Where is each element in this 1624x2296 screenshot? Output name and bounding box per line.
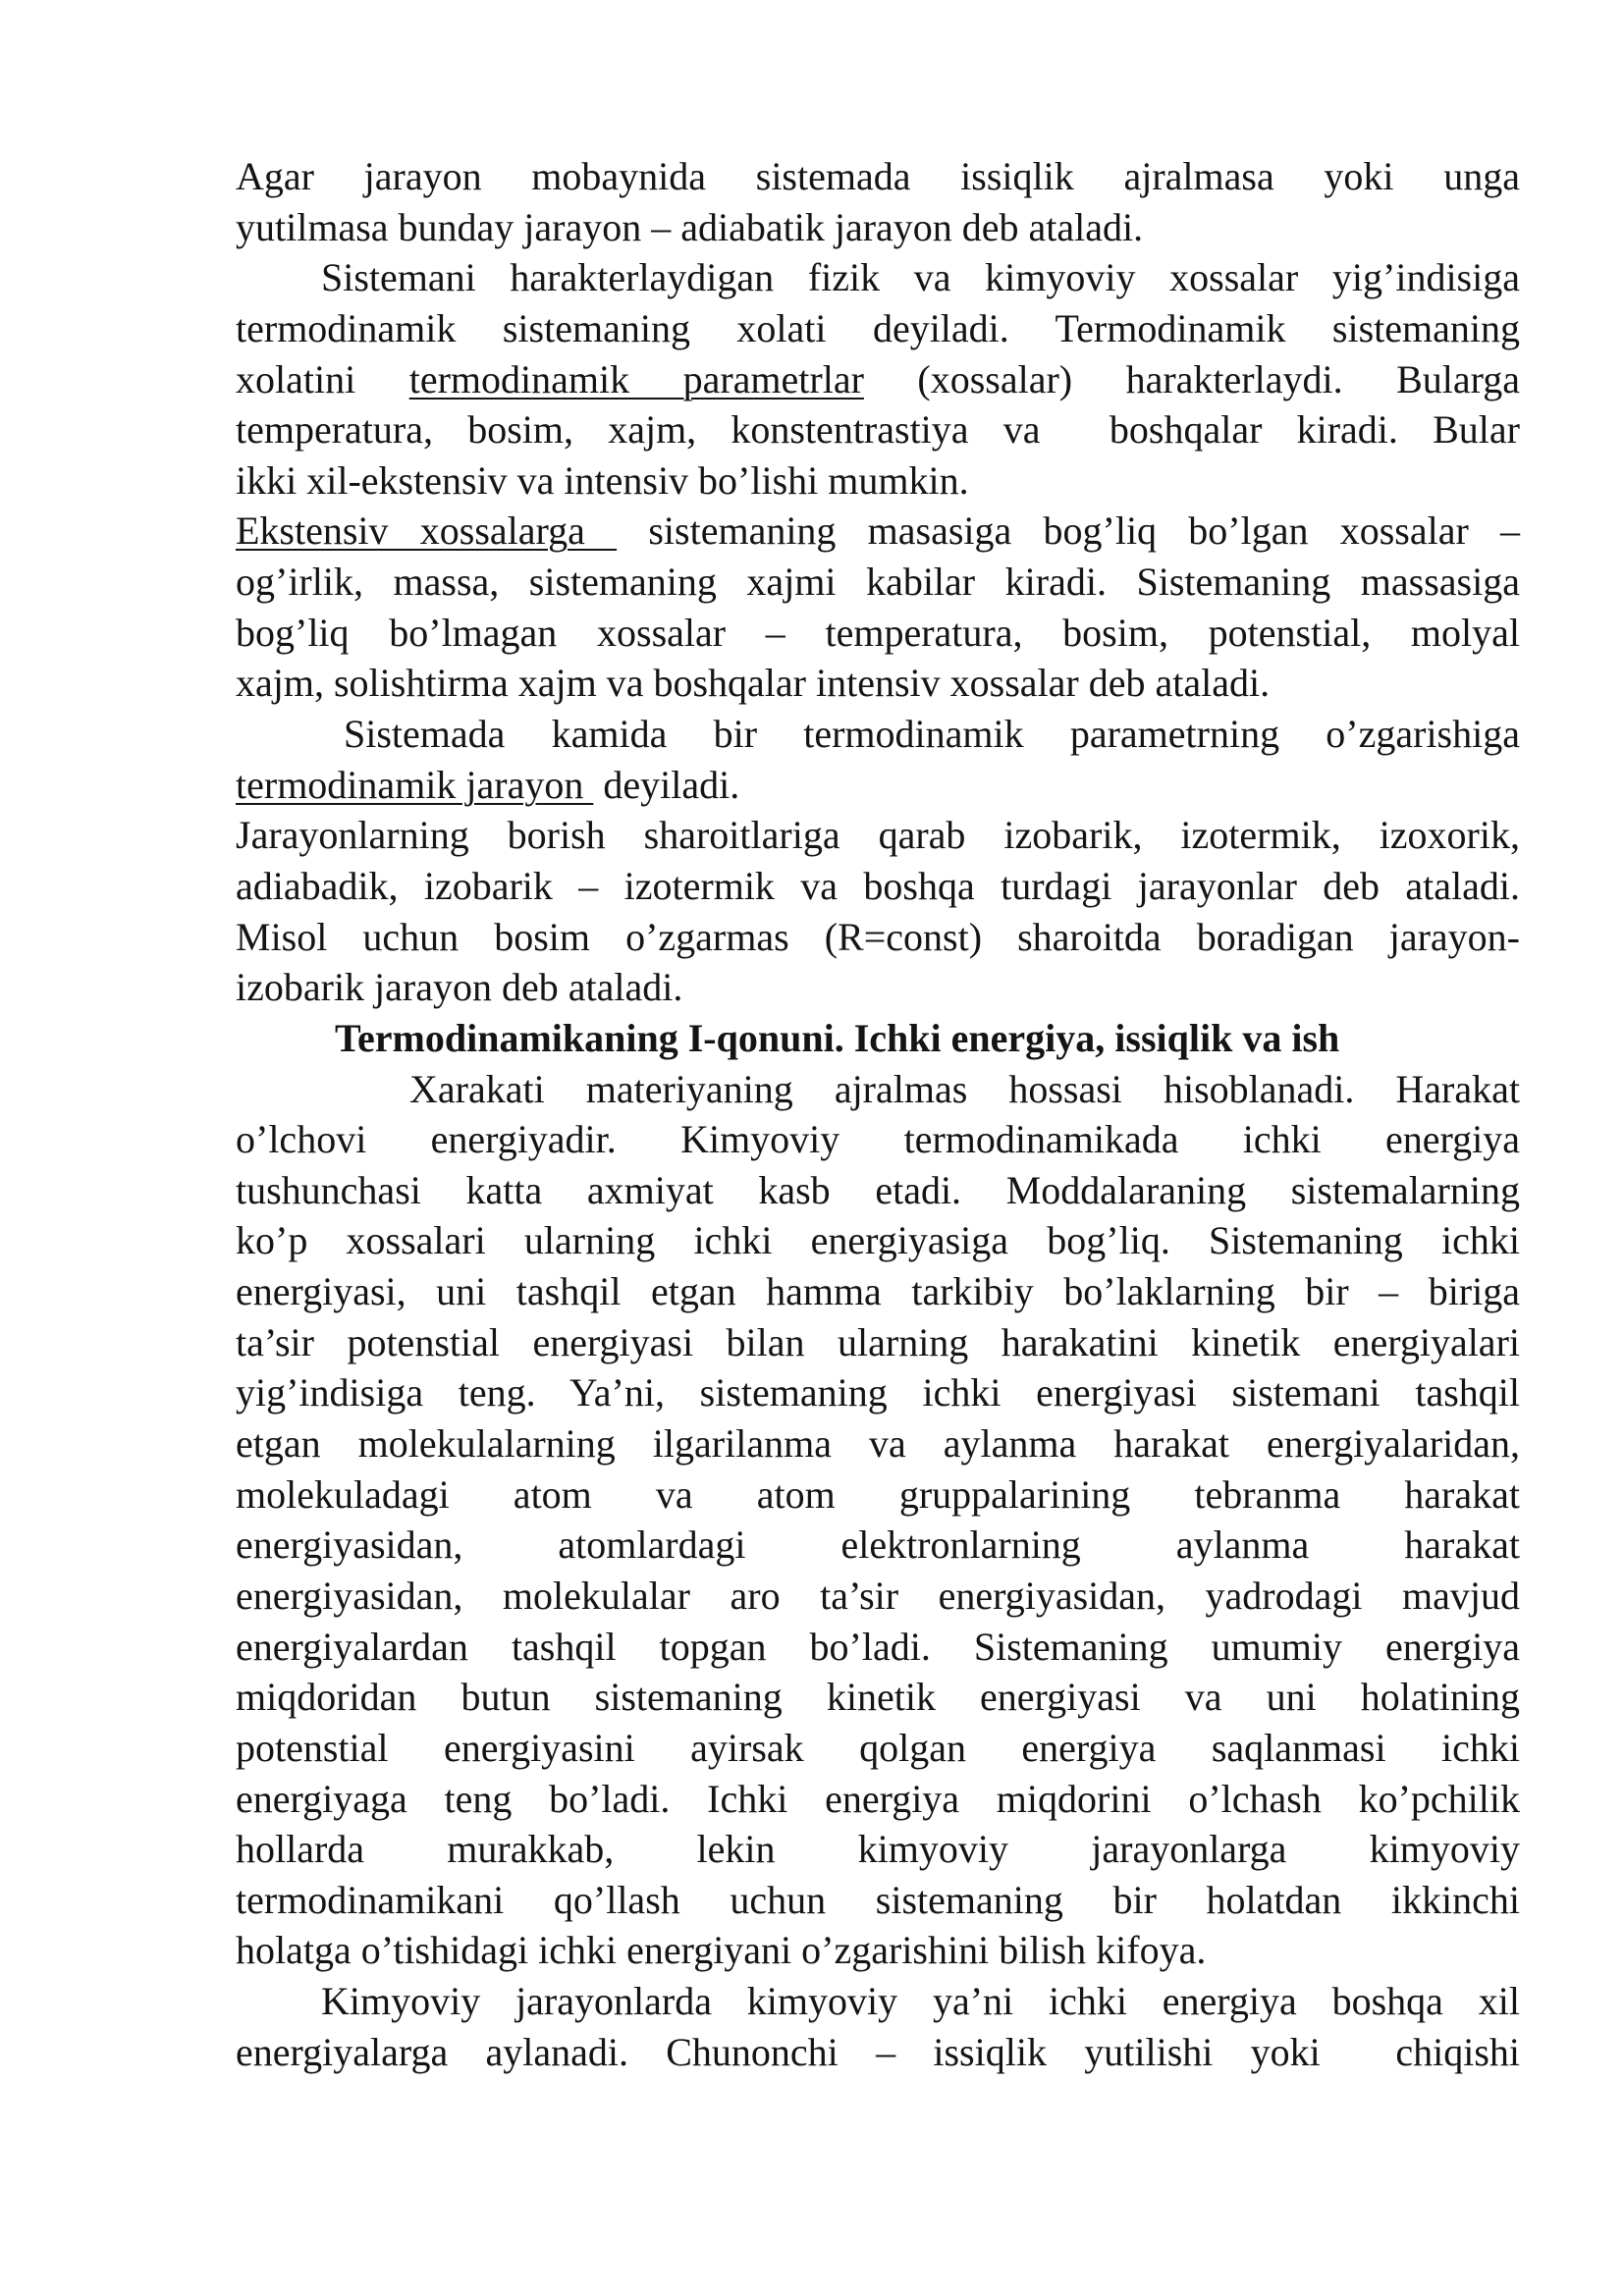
text-line (236, 1317, 1520, 1368)
text-line (236, 1520, 1520, 1571)
text-line (236, 557, 1520, 608)
text-run: miqdoridan butun sistemaning kinetik energiyasi va uni holatining (236, 1675, 1520, 1720)
text-run: Agar jarayon mobaynida sistemada issiqlik ajralmasa yoki unga (236, 154, 1520, 198)
paragraph (236, 1064, 1520, 1977)
text-run: ikki xil-ekstensiv va intensiv bo’lishi mumkin. (236, 457, 969, 503)
text-line (236, 810, 1520, 861)
section-heading: Termodinamikaning I-qonuni. Ichki energiya, issiqlik va ish (335, 1015, 1340, 1060)
paragraph (236, 151, 1520, 252)
text-run: yig’indisiga teng. Ya’ni, sistemaning ichki energiyasi sistemani tashqil (236, 1370, 1520, 1415)
text-run: Kimyoviy jarayonlarda kimyoviy ya’ni ichki energiya boshqa xil (321, 1979, 1520, 2024)
text-line (236, 1064, 1520, 1115)
text-line (236, 1266, 1520, 1317)
text-run: energiyasi, uni tashqil etgan hamma tarkibiy bo’laklarning bir – biriga (236, 1269, 1520, 1314)
text-line (236, 1672, 1520, 1723)
text-run: bog’liq bo’lmagan xossalar – temperatura, bosim, potenstial, molyal (236, 610, 1520, 655)
text-run: energiyasidan, atomlardagi elektronlarning aylanma harakat (236, 1522, 1520, 1568)
text-run: potenstial energiyasini ayirsak qolgan energiya saqlanmasi ichki (236, 1725, 1520, 1770)
text-run: etgan molekulalarning ilgarilanma va aylanma harakat energiyalaridan, (236, 1421, 1520, 1467)
text-line (236, 1723, 1520, 1774)
text-line (236, 1418, 1520, 1469)
text-line (236, 1114, 1520, 1165)
body-after-heading (236, 1064, 1520, 2078)
text-line (236, 1925, 1520, 1976)
text-line (236, 1215, 1520, 1266)
text-run: sistemaning masasiga bog’liq bo’lgan xossalar – (617, 508, 1520, 554)
text-run: hollarda murakkab, lekin kimyoviy jarayonlarga kimyoviy (236, 1827, 1520, 1872)
text-run: ta’sir potenstial energiyasi bilan ularning harakatini kinetik energiyalari (236, 1319, 1520, 1364)
body-before-heading (236, 151, 1520, 1013)
text-run: temperatura, bosim, xajm, konstentrastiya va boshqalar kiradi. Bular (236, 407, 1520, 453)
text-line (236, 354, 1520, 405)
text-run: energiyalardan tashqil topgan bo’ladi. Sistemaning umumiy energiya (236, 1624, 1520, 1669)
paragraph (236, 1976, 1520, 2077)
paragraph (236, 709, 1520, 810)
text-line (236, 912, 1520, 963)
text-line (236, 1165, 1520, 1216)
text-line (236, 2027, 1520, 2078)
text-line (236, 1469, 1520, 1521)
text-run: izobarik jarayon deb ataladi. (236, 965, 683, 1010)
underlined-term: Ekstensiv xossalarga (236, 508, 618, 554)
paragraph (236, 810, 1520, 1013)
text-line (236, 1571, 1520, 1622)
text-line (236, 658, 1520, 709)
text-run: Xarakati materiyaning ajralmas hossasi hisoblanadi. Harakat (409, 1066, 1520, 1111)
text-run: tushunchasi katta axmiyat kasb etadi. Moddalaraning sistemalarning (236, 1167, 1520, 1212)
text-run: adiabadik, izobarik – izotermik va boshqa turdagi jarayonlar deb ataladi. (236, 863, 1520, 908)
text-run: Sistemani harakterlaydigan fizik va kimyoviy xossalar yig’indisiga (321, 255, 1520, 300)
underlined-term: termodinamik jarayon (236, 762, 594, 807)
text-run: (xossalar) harakterlaydi. Bularga (863, 356, 1520, 401)
text-line (236, 252, 1520, 303)
text-run: holatga o’tishidagi ichki energiyani o’zgarishini bilish kifoya. (236, 1928, 1207, 1973)
text-run: xolatini (236, 356, 409, 401)
text-run: Misol uchun bosim o’zgarmas (R=const) sharoitda boradigan jarayon- (236, 914, 1520, 959)
paragraph (236, 506, 1520, 709)
text-run: ko’p xossalari ularning ichki energiyasiga bog’liq. Sistemaning ichki (236, 1218, 1520, 1263)
text-line (236, 202, 1520, 253)
underlined-term: termodinamik parametrlar (408, 356, 864, 401)
text-line (236, 1622, 1520, 1673)
text-run: termodinamikani qo’llash uchun sistemaning bir holatdan ikkinchi (236, 1877, 1520, 1922)
text-line (236, 455, 1520, 507)
text-line (236, 861, 1520, 912)
text-run: energiyalarga aylanadi. Chunonchi – issiqlik yutilishi yoki chiqishi (236, 2029, 1520, 2074)
text-run: deyiladi. (593, 762, 740, 807)
document-page (236, 151, 1520, 2077)
text-line (236, 1367, 1520, 1418)
text-run: yutilmasa bunday jarayon – adiabatik jarayon deb ataladi. (236, 204, 1144, 249)
text-run: Sistemada kamida bir termodinamik parametrning o’zgarishiga (344, 712, 1520, 757)
text-run: molekuladagi atom va atom gruppalarining tebranma harakat (236, 1471, 1520, 1517)
text-line (236, 760, 1520, 811)
text-run: energiyaga teng bo’ladi. Ichki energiya miqdorini o’lchash ko’pchilik (236, 1776, 1520, 1821)
text-run: o’lchovi energiyadir. Kimyoviy termodinamikada ichki energiya (236, 1117, 1520, 1162)
text-line (236, 962, 1520, 1013)
text-line (236, 303, 1520, 354)
text-line (236, 1824, 1520, 1875)
text-run: og’irlik, massa, sistemaning xajmi kabilar kiradi. Sistemaning massasiga (236, 560, 1520, 605)
text-run: termodinamik sistemaning xolati deyiladi. Termodinamik sistemaning (236, 305, 1520, 350)
text-line (236, 1774, 1520, 1825)
text-run: energiyasidan, molekulalar aro ta’sir energiyasidan, yadrodagi mavjud (236, 1573, 1520, 1618)
text-line (236, 709, 1520, 760)
text-line (236, 151, 1520, 202)
text-run: xajm, solishtirma xajm va boshqalar intensiv xossalar deb ataladi. (236, 661, 1271, 706)
text-line (236, 608, 1520, 659)
text-line (236, 1875, 1520, 1926)
text-line (236, 1976, 1520, 2027)
text-line (236, 404, 1520, 455)
text-run: Jarayonlarning borish sharoitlariga qarab izobarik, izotermik, izoxorik, (236, 813, 1520, 858)
paragraph (236, 252, 1520, 506)
text-line (236, 506, 1520, 557)
